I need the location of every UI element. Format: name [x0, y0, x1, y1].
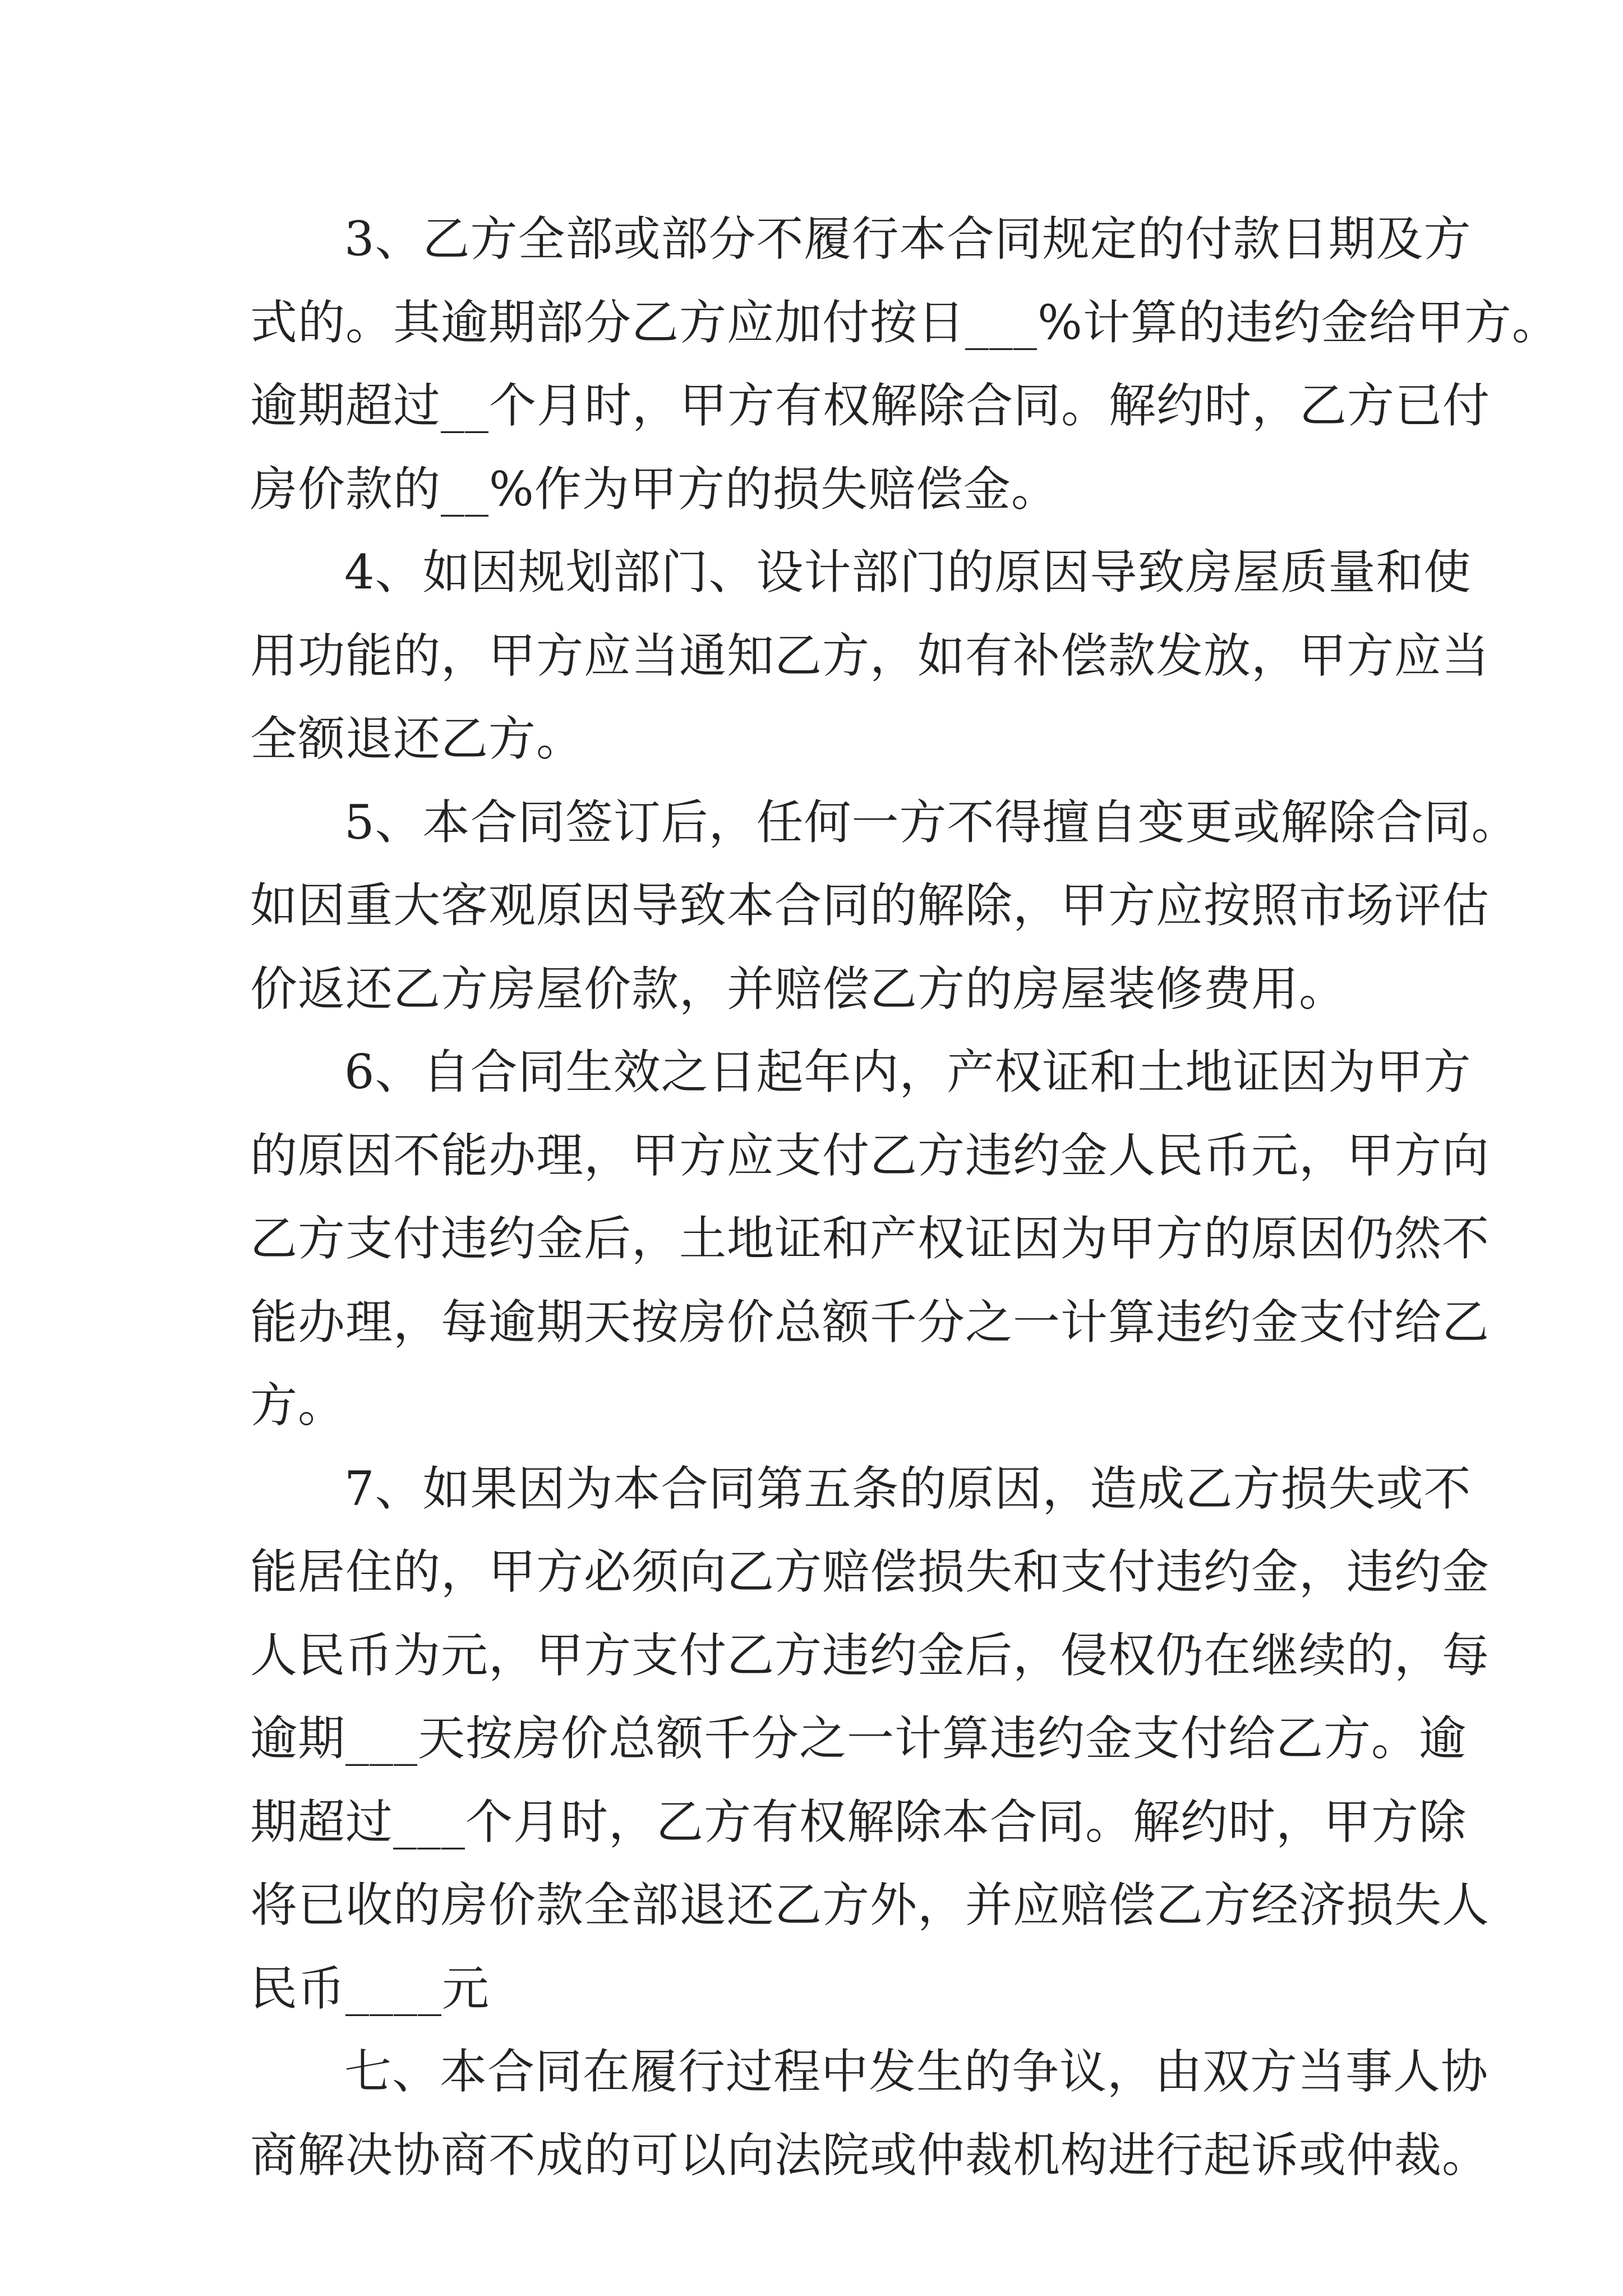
text-line: 全额退还乙方。 [250, 711, 584, 766]
text-line: 乙方支付违约金后，土地证和产权证因为甲方的原因仍然不 [250, 1211, 1490, 1266]
text-line: 期超过___个月时，乙方有权解除本合同。解约时，甲方除 [250, 1794, 1467, 1849]
text-line: 能居住的，甲方必须向乙方赔偿损失和支付违约金，违约金 [250, 1544, 1490, 1599]
text-line: 式的。其逾期部分乙方应加付按日___%计算的违约金给甲方。 [250, 295, 1560, 350]
text-line: 6、自合同生效之日起年内，产权证和土地证因为甲方 [344, 1045, 1472, 1099]
text-line: 房价款的__%作为甲方的损失赔偿金。 [250, 461, 1059, 517]
text-line: 用功能的，甲方应当通知乙方，如有补偿款发放，甲方应当 [250, 628, 1490, 683]
text-line: 7、如果因为本合同第五条的原因，造成乙方损失或不 [344, 1461, 1472, 1516]
text-line: 人民币为元，甲方支付乙方违约金后，侵权仍在继续的，每 [250, 1627, 1490, 1683]
text-line: 逾期___天按房价总额千分之一计算违约金支付给乙方。逾 [250, 1711, 1467, 1766]
clause-6 [250, 1030, 1490, 1447]
text-line: 逾期超过__个月时，甲方有权解除合同。解约时，乙方已付 [250, 378, 1491, 433]
clause-5 [250, 781, 1519, 1031]
clause-4 [250, 531, 1490, 781]
text-line: 将已收的房价款全部退还乙方外，并应赔偿乙方经济损失人 [250, 1878, 1490, 1932]
text-line: 方。 [250, 1378, 346, 1433]
text-line: 价返还乙方房屋价款，并赔偿乙方的房屋装修费用。 [250, 961, 1347, 1016]
text-line: 民币____元 [250, 1961, 490, 2016]
document-body [250, 197, 1560, 2197]
text-line: 4、如因规划部门、设计部门的原因导致房屋质量和使 [344, 545, 1472, 600]
text-line: 能办理，每逾期天按房价总额千分之一计算违约金支付给乙 [250, 1294, 1490, 1350]
text-line: 3、乙方全部或部分不履行本合同规定的付款日期及方 [344, 211, 1472, 266]
text-line: 如因重大客观原因导致本合同的解除，甲方应按照市场评估 [250, 878, 1490, 933]
clause-7 [250, 1447, 1490, 2031]
text-line: 七、本合同在履行过程中发生的争议，由双方当事人协 [344, 2044, 1489, 2099]
text-line: 商解决协商不成的可以向法院或仲裁机构进行起诉或仲裁。 [250, 2127, 1490, 2183]
clause-dispute [250, 2030, 1490, 2197]
text-line: 的原因不能办理，甲方应支付乙方违约金人民币元，甲方向 [250, 1128, 1490, 1183]
clause-3 [250, 197, 1560, 531]
text-line: 5、本合同签订后，任何一方不得擅自变更或解除合同。 [344, 794, 1519, 850]
